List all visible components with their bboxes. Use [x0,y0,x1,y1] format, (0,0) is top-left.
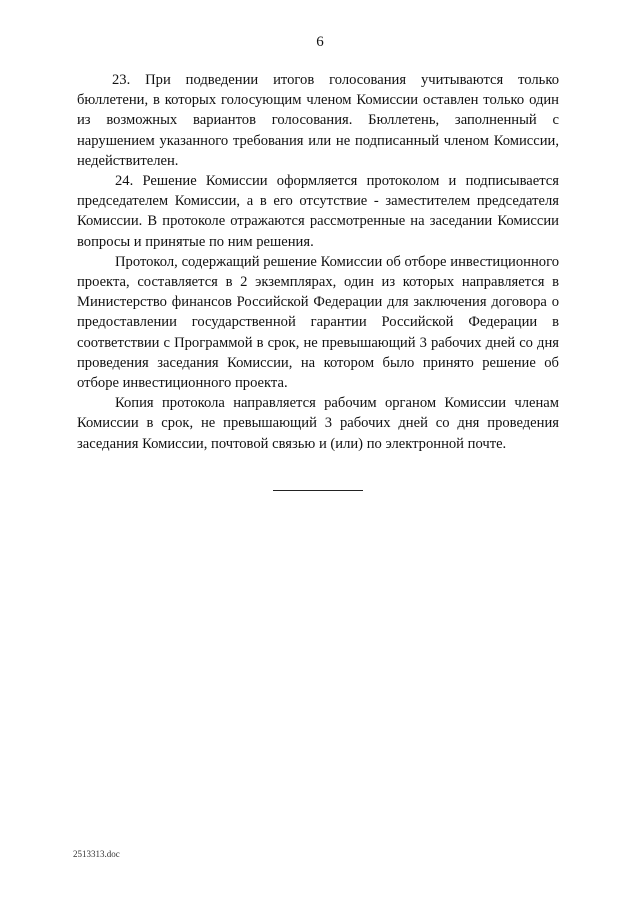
paragraph-23: 23. При подведении итогов голосования учитываются только бюллетени, в которых голосующим членом Комиссии оставлен только один из возможных вариантов голосования. Бюллетень, заполненный с нарушением указанного требования или не подписанный членом Комиссии, недействителен. [77,72,559,169]
paragraph-protocol-copy: Копия протокола направляется рабочим органом Комиссии членам Комиссии в срок, не превышающий 3 рабочих дней со дня проведения заседания Комиссии, почтовой связью и (или) по электронной почте. [77,395,559,452]
file-name-footer: 2513313.doc [73,849,120,859]
end-separator-line [273,490,363,491]
document-body [77,70,559,454]
paragraph-protocol: Протокол, содержащий решение Комиссии об отборе инвестиционного проекта, составляется в 2 экземплярах, один из которых направляется в Министерство финансов Российской Федерации для заключения договора о предоставлении государственной гарантии Российской Федерации в соответствии с Программой в срок, не превышающий 3 рабочих дней со дня проведения заседания Комиссии, на котором было принято решение об отборе инвестиционного проекта. [77,253,559,392]
page-number: 6 [316,34,324,50]
paragraph-24: 24. Решение Комиссии оформляется протоколом и подписывается председателем Комиссии, а в его отсутствие - заместителем председателя Комиссии. В протоколе отражаются рассмотренные на заседании Комиссии вопросы и принятые по ним решения. [77,173,559,250]
